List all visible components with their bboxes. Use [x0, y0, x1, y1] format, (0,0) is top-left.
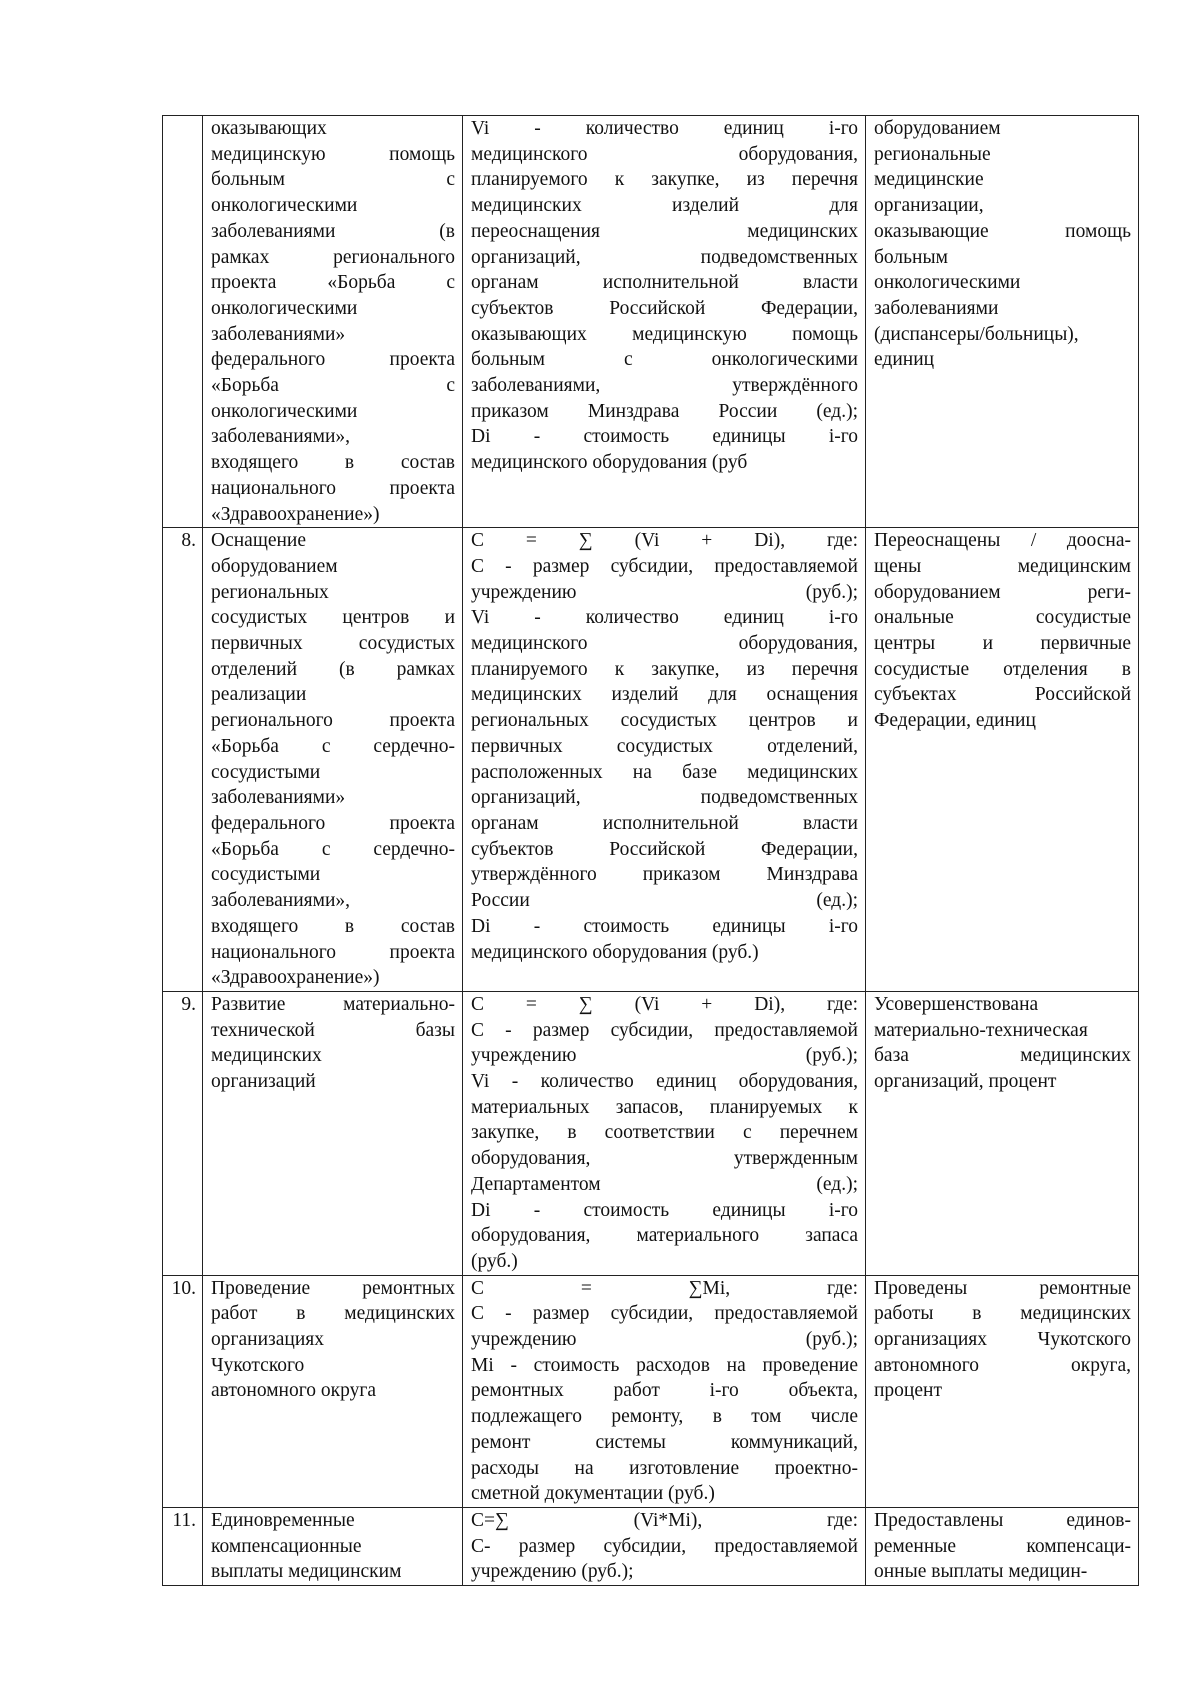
cell-line: организаций, процент: [874, 1071, 1057, 1093]
cell-line: онкологическими: [874, 272, 1021, 294]
cell-line: входящего в состав: [211, 915, 455, 937]
cell-line: медицинских: [211, 1045, 322, 1067]
cell-line: сметной документации (руб.): [471, 1483, 715, 1505]
cell-line: выплаты медицинским: [211, 1561, 402, 1583]
cell-line: сосудистые отделения в: [874, 658, 1131, 680]
cell-line: больным с: [211, 169, 455, 191]
cell-line: учреждению (руб.);: [471, 1329, 858, 1351]
cell-line: сосудистыми: [211, 864, 321, 886]
cell-line: «Здравоохранение»): [211, 503, 380, 525]
cell-line: заболеваниями»,: [211, 890, 351, 912]
cell-line: медицинских изделий для: [471, 195, 858, 217]
cell-line: медицинского оборудования (руб: [471, 452, 748, 474]
cell-line: ременные компенсаци-: [874, 1535, 1131, 1557]
cell-line: заболеваниями, утверждённого: [471, 375, 858, 397]
cell-line: (руб.): [471, 1250, 518, 1272]
cell-line: Развитие материально-: [211, 993, 455, 1015]
cell-line: единиц: [874, 349, 935, 371]
cell-line: оказывающие помощь: [874, 220, 1131, 242]
table-body: [163, 116, 1139, 1586]
row-number: 10.: [171, 1277, 196, 1299]
measure-name-cell: [203, 991, 463, 1275]
measures-table: [162, 115, 1139, 1586]
measure-name-cell: [203, 528, 463, 992]
cell-line: Федерации, единиц: [874, 710, 1036, 732]
cell-line: материальных запасов, планируемых к: [471, 1096, 858, 1118]
cell-line: расположенных на базе медицинских: [471, 761, 858, 783]
formula-cell: [463, 991, 866, 1275]
cell-line: оборудования, материального запаса: [471, 1225, 858, 1247]
result-cell: [866, 116, 1139, 528]
formula-cell: [463, 1275, 866, 1507]
cell-line: заболеваниями»: [211, 323, 346, 345]
cell-line: организациях Чукотского: [874, 1329, 1131, 1351]
cell-line: технической базы: [211, 1019, 455, 1041]
cell-line: учреждению (руб.);: [471, 581, 858, 603]
row-number: 8.: [181, 530, 196, 552]
cell-line: закупке, в соответствии с перечнем: [471, 1122, 858, 1144]
cell-line: работы в медицинских: [874, 1303, 1131, 1325]
cell-line: федерального проекта: [211, 349, 455, 371]
row-number-cell: [163, 528, 203, 992]
cell-line: онные выплаты медицин-: [874, 1561, 1088, 1583]
cell-line: онкологическими: [211, 297, 358, 319]
cell-line: планируемого к закупке, из перечня: [471, 169, 858, 191]
cell-line: утверждённого приказом Минздрава: [471, 864, 858, 886]
cell-line: планируемого к закупке, из перечня: [471, 658, 858, 680]
cell-line: сосудистыми: [211, 761, 321, 783]
cell-line: больным: [874, 246, 948, 268]
cell-line: медицинские: [874, 169, 984, 191]
measure-name-cell: [203, 116, 463, 528]
cell-line: Проведены ремонтные: [874, 1277, 1131, 1299]
cell-line: России (ед.);: [471, 890, 858, 912]
cell-line: региональных: [211, 581, 329, 603]
cell-line: «Борьба с сердечно-: [211, 735, 455, 757]
cell-line: организаций, подведомственных: [471, 246, 858, 268]
result-cell: [866, 1507, 1139, 1585]
cell-line: организации,: [874, 195, 984, 217]
cell-line: входящего в состав: [211, 452, 455, 474]
cell-line: щены медицинским: [874, 555, 1131, 577]
cell-line: «Борьба с: [211, 375, 455, 397]
cell-line: регионального проекта: [211, 710, 455, 732]
cell-line: автономного округа: [211, 1380, 376, 1402]
cell-line: онкологическими: [211, 400, 358, 422]
cell-line: рамках регионального: [211, 246, 455, 268]
cell-line: ональные сосудистые: [874, 607, 1131, 629]
cell-line: заболеваниями (в: [211, 220, 455, 242]
row-number-cell: [163, 1275, 203, 1507]
cell-line: процент: [874, 1380, 942, 1402]
cell-line: «Здравоохранение»): [211, 967, 380, 989]
cell-line: оборудования, утвержденным: [471, 1148, 858, 1170]
cell-line: Переоснащены / доосна-: [874, 530, 1131, 552]
cell-line: заболеваниями: [874, 297, 999, 319]
cell-line: работ в медицинских: [211, 1303, 455, 1325]
cell-line: Единовременные: [211, 1509, 355, 1531]
cell-line: отделений (в рамках: [211, 658, 455, 680]
cell-line: проекта «Борьба с: [211, 272, 455, 294]
cell-line: Департаментом (ед.);: [471, 1173, 858, 1195]
cell-line: региональные: [874, 143, 991, 165]
cell-line: заболеваниями»: [211, 787, 346, 809]
cell-line: ремонтных работ i-го объекта,: [471, 1380, 858, 1402]
cell-line: Di - стоимость единицы i-го: [471, 426, 858, 448]
cell-line: больным с онкологическими: [471, 349, 858, 371]
cell-line: органам исполнительной власти: [471, 272, 858, 294]
cell-line: Vi - количество единиц оборудования,: [471, 1071, 858, 1093]
result-cell: [866, 991, 1139, 1275]
row-number: 11.: [172, 1509, 196, 1531]
cell-line: оборудованием: [211, 555, 338, 577]
cell-line: организаций: [211, 1071, 316, 1093]
cell-line: Mi - стоимость расходов на проведение: [471, 1354, 858, 1376]
cell-line: Di - стоимость единицы i-го: [471, 915, 858, 937]
cell-line: Чукотского: [211, 1354, 305, 1376]
cell-line: национального проекта: [211, 477, 455, 499]
cell-line: федерального проекта: [211, 812, 455, 834]
cell-line: Di - стоимость единицы i-го: [471, 1199, 858, 1221]
cell-line: автономного округа,: [874, 1354, 1131, 1376]
formula-cell: [463, 1507, 866, 1585]
cell-line: учреждению (руб.);: [471, 1045, 858, 1067]
cell-line: организациях: [211, 1329, 324, 1351]
row-number-cell: [163, 116, 203, 528]
cell-line: ремонт системы коммуникаций,: [471, 1431, 858, 1453]
cell-line: оборудованием реги-: [874, 581, 1131, 603]
cell-line: база медицинских: [874, 1045, 1131, 1067]
cell-line: первичных сосудистых отделений,: [471, 735, 858, 757]
cell-line: медицинских изделий для оснащения: [471, 684, 858, 706]
cell-line: реализации: [211, 684, 307, 706]
cell-line: Проведение ремонтных: [211, 1277, 455, 1299]
cell-line: С = ∑Mi, где:: [471, 1277, 858, 1299]
row-number-cell: [163, 991, 203, 1275]
cell-line: расходы на изготовление проектно-: [471, 1457, 858, 1479]
cell-line: органам исполнительной власти: [471, 812, 858, 834]
cell-line: С = ∑ (Vi + Di), где:: [471, 530, 858, 552]
cell-line: Усовершенствована: [874, 993, 1039, 1015]
cell-line: медицинского оборудования,: [471, 143, 858, 165]
cell-line: С - размер субсидии, предоставляемой: [471, 1019, 858, 1041]
cell-line: организаций, подведомственных: [471, 787, 858, 809]
cell-line: заболеваниями»,: [211, 426, 351, 448]
cell-line: компенсационные: [211, 1535, 362, 1557]
cell-line: медицинского оборудования,: [471, 633, 858, 655]
cell-line: (диспансеры/больницы),: [874, 323, 1079, 345]
result-cell: [866, 1275, 1139, 1507]
cell-line: «Борьба с сердечно-: [211, 838, 455, 860]
table-row: [163, 1275, 1139, 1507]
cell-line: субъектов Российской Федерации,: [471, 297, 858, 319]
cell-line: С- размер субсидии, предоставляемой: [471, 1535, 858, 1557]
cell-line: С = ∑ (Vi + Di), где:: [471, 993, 858, 1015]
cell-line: медицинскую помощь: [211, 143, 455, 165]
cell-line: учреждению (руб.);: [471, 1561, 634, 1583]
measure-name-cell: [203, 1507, 463, 1585]
cell-line: субъектах Российской: [874, 684, 1131, 706]
row-number-cell: [163, 1507, 203, 1585]
cell-line: С - размер субсидии, предоставляемой: [471, 1303, 858, 1325]
table-row: [163, 1507, 1139, 1585]
cell-line: национального проекта: [211, 941, 455, 963]
cell-line: С=∑ (Vi*Mi), где:: [471, 1509, 858, 1531]
measure-name-cell: [203, 1275, 463, 1507]
cell-line: Предоставлены единов-: [874, 1509, 1131, 1531]
table-row: [163, 116, 1139, 528]
cell-line: подлежащего ремонту, в том числе: [471, 1406, 858, 1428]
cell-line: материально-техническая: [874, 1019, 1088, 1041]
cell-line: оказывающих медицинскую помощь: [471, 323, 858, 345]
cell-line: оказывающих: [211, 118, 327, 139]
cell-line: сосудистых центров и: [211, 607, 455, 629]
cell-line: медицинского оборудования (руб.): [471, 941, 759, 963]
cell-line: Оснащение: [211, 530, 307, 552]
formula-cell: [463, 116, 866, 528]
cell-line: центры и первичные: [874, 633, 1131, 655]
cell-line: оборудованием: [874, 118, 1001, 139]
cell-line: субъектов Российской Федерации,: [471, 838, 858, 860]
cell-line: онкологическими: [211, 195, 358, 217]
cell-line: первичных сосудистых: [211, 633, 455, 655]
cell-line: Vi - количество единиц i-го: [471, 607, 858, 629]
row-number: 9.: [181, 993, 196, 1015]
result-cell: [866, 528, 1139, 992]
cell-line: региональных сосудистых центров и: [471, 710, 858, 732]
cell-line: переоснащения медицинских: [471, 220, 858, 242]
table-row: [163, 991, 1139, 1275]
cell-line: приказом Минздрава России (ед.);: [471, 400, 858, 422]
cell-line: С - размер субсидии, предоставляемой: [471, 555, 858, 577]
formula-cell: [463, 528, 866, 992]
cell-line: Vi - количество единиц i-го: [471, 118, 858, 139]
table-row: [163, 528, 1139, 992]
